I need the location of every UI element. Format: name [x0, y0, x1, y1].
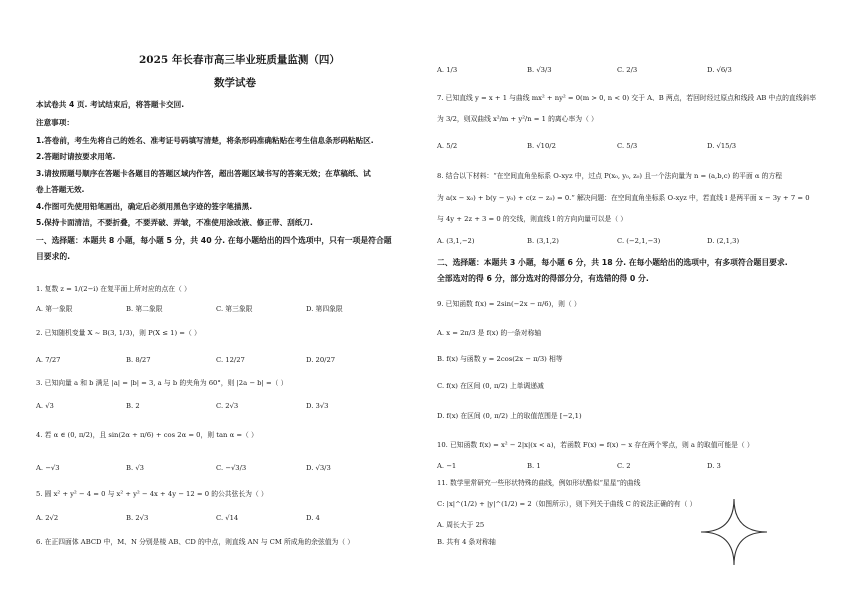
- question-6-stem: 6. 在正四面体 ABCD 中，M、N 分别是棱 AB、CD 的中点，则直线 AN 与 CM 所成角的余弦值为（ ）: [36, 538, 355, 546]
- exam-title: 2025 年长春市高三毕业班质量监测（四）: [139, 54, 340, 66]
- question-9-option-b: B. f(x) 与函数 y = 2cos(2x − π/3) 相等: [437, 355, 563, 363]
- question-7-options: [437, 142, 797, 150]
- option-a: A. −√3: [36, 464, 60, 472]
- option-d: D. 3: [707, 462, 721, 470]
- option-c: C. −√3/3: [216, 464, 247, 472]
- option-c: C. 第三象限: [216, 305, 253, 313]
- notice-title: 注意事项：: [36, 118, 74, 127]
- section1-heading-cont: 目要求的.: [36, 252, 71, 261]
- note-4: 4.作图可先使用铅笔画出，确定后必须用黑色字迹的签字笔描黑.: [36, 202, 253, 211]
- option-b: B. (3,1,2): [527, 237, 559, 245]
- option-a: A. √3: [36, 402, 54, 410]
- question-4-options: [36, 464, 396, 472]
- question-10-options: [437, 462, 797, 470]
- option-b: B. 8/27: [126, 356, 151, 364]
- question-11-stem: 11. 数学里常研究一些形状特殊的曲线，例如形状酷似“星星”的曲线: [437, 479, 641, 487]
- option-b: B. √3: [126, 464, 144, 472]
- option-a: A. (3,1,−2): [437, 237, 475, 245]
- exam-subtitle: 数学试卷: [214, 77, 256, 89]
- question-9-stem: 9. 已知函数 f(x) = 2sin(−2x − π/6)，则（ ）: [437, 300, 581, 308]
- option-c: C. 2: [617, 462, 631, 470]
- option-b: B. 2: [126, 402, 140, 410]
- question-10-stem: 10. 已知函数 f(x) = x² − 2|x|(x < a)，若函数 F(x) = f(x) − x 存在两个零点，则 a 的取值可能是（ ）: [437, 441, 754, 449]
- question-8-stem-cont: 为 a(x − x₀) + b(y − y₀) + c(z − z₀) = 0.” 解决问题：在空间直角坐标系 O-xyz 中，若直线 l 是两平面 x − 3y + 7 = 0: [437, 194, 810, 202]
- section2-heading-cont: 全部选对的得 6 分，部分选对的得部分分，有选错的得 0 分.: [437, 274, 649, 283]
- option-b: B. √3/3: [527, 66, 552, 74]
- option-d: D. 4: [306, 514, 320, 522]
- option-d: D. √6/3: [707, 66, 732, 74]
- question-9-option-c: C. f(x) 在区间 (0, π/2) 上单调递减: [437, 382, 544, 390]
- question-9-option-d: D. f(x) 在区间 (0, π/2) 上的取值范围是 [−2,1): [437, 412, 582, 420]
- question-4-stem: 4. 若 α ∈ (0, π/2)，且 sin(2α + π/6) + cos 2α = 0，则 tan α =（ ）: [36, 431, 258, 439]
- option-a: A. 7/27: [36, 356, 61, 364]
- option-d: D. √15/3: [707, 142, 737, 150]
- astroid-curve-path: [701, 499, 767, 565]
- option-a: A. −1: [437, 462, 457, 470]
- option-c: C. 5/3: [617, 142, 638, 150]
- option-b: B. 2√3: [126, 514, 149, 522]
- question-5-options: [36, 514, 396, 522]
- note-2: 2.答题时请按要求用笔.: [36, 152, 116, 161]
- question-7-stem-cont: 为 3/2，则双曲线 x²/m + y²/n = 1 的离心率为（ ）: [437, 115, 598, 123]
- note-1: 1.答卷前，考生先将自己的姓名、准考证号码填写清楚，将条形码准确粘贴在考生信息条形码粘贴区.: [36, 136, 374, 145]
- question-8-stem-cont2: 与 4y + 2z + 3 = 0 的交线，则直线 l 的方向向量可以是（ ）: [437, 215, 628, 223]
- question-1-stem: 1. 复数 z = 1/(2−i) 在复平面上所对应的点在（ ）: [36, 285, 191, 293]
- question-2-options: [36, 356, 396, 364]
- option-a: A. 第一象限: [36, 305, 73, 313]
- question-11-stem-cont: C: |x|^(1/2) + |y|^(1/2) = 2（如图所示），则下列关于曲线 C 的说法正确的有（ ）: [437, 500, 697, 508]
- question-7-stem: 7. 已知直线 y = x + 1 与曲线 mx² + ny² = 0(m > 0, n < 0) 交于 A、B 两点，若回时经过原点和线段 AB 中点的直线斜率: [437, 94, 817, 102]
- astroid-curve-figure: [699, 497, 769, 567]
- question-11-option-b: B. 共有 4 条对称轴: [437, 538, 496, 546]
- option-d: D. (2,1,3): [707, 237, 740, 245]
- option-b: B. √10/2: [527, 142, 556, 150]
- option-d: D. 20/27: [306, 356, 336, 364]
- option-a: A. 1/3: [437, 66, 458, 74]
- intro-line: 本试卷共 4 页. 考试结束后，将答题卡交回.: [36, 100, 185, 109]
- question-3-stem: 3. 已知向量 a 和 b 满足 |a| = |b| = 3, a 与 b 的夹角为 60°，则 |2a − b| =（ ）: [36, 379, 288, 387]
- question-8-options: [437, 237, 797, 245]
- option-d: D. 第四象限: [306, 305, 343, 313]
- question-9-option-a: A. x = 2π/3 是 f(x) 的一条对称轴: [437, 329, 542, 337]
- option-c: C. √14: [216, 514, 239, 522]
- option-c: C. 12/27: [216, 356, 245, 364]
- option-b: B. 第二象限: [126, 305, 163, 313]
- question-3-options: [36, 402, 396, 410]
- option-c: C. (−2,1,−3): [617, 237, 661, 245]
- section1-heading: 一、选择题：本题共 8 小题，每小题 5 分，共 40 分. 在每小题给出的四个选项中，只有一项是符合题: [36, 236, 392, 245]
- question-1-options: [36, 305, 396, 313]
- question-8-stem: 8. 结合以下材料：“在空间直角坐标系 O-xyz 中，过点 P(x₀, y₀, z₀) 且一个法向量为 n = (a,b,c) 的平面 α 的方程: [437, 172, 783, 180]
- option-b: B. 1: [527, 462, 541, 470]
- note-5: 5.保持卡面清洁，不要折叠，不要弄破、弄皱，不准使用涂改液、修正带、刮纸刀.: [36, 218, 313, 227]
- section2-heading: 二、选择题：本题共 3 小题，每小题 6 分，共 18 分. 在每小题给出的选项中，有多项符合题目要求.: [437, 258, 788, 267]
- option-a: A. 2√2: [36, 514, 59, 522]
- option-d: D. 3√3: [306, 402, 329, 410]
- question-6-options: [437, 66, 797, 74]
- option-a: A. 5/2: [437, 142, 458, 150]
- note-3-cont: 卷上答题无效.: [36, 185, 85, 194]
- option-d: D. √3/3: [306, 464, 331, 472]
- note-3: 3.请按照题号顺序在答题卡各题目的答题区域内作答，超出答题区域书写的答案无效；在草稿纸、试: [36, 169, 371, 178]
- question-5-stem: 5. 圆 x² + y² − 4 = 0 与 x² + y² − 4x + 4y − 12 = 0 的公共弦长为（ ）: [36, 490, 268, 498]
- option-c: C. 2√3: [216, 402, 239, 410]
- question-2-stem: 2. 已知随机变量 X ~ B(3, 1/3)，则 P(X ≤ 1) =（ ）: [36, 329, 201, 337]
- question-11-option-a: A. 周长大于 25: [437, 521, 485, 529]
- option-c: C. 2/3: [617, 66, 638, 74]
